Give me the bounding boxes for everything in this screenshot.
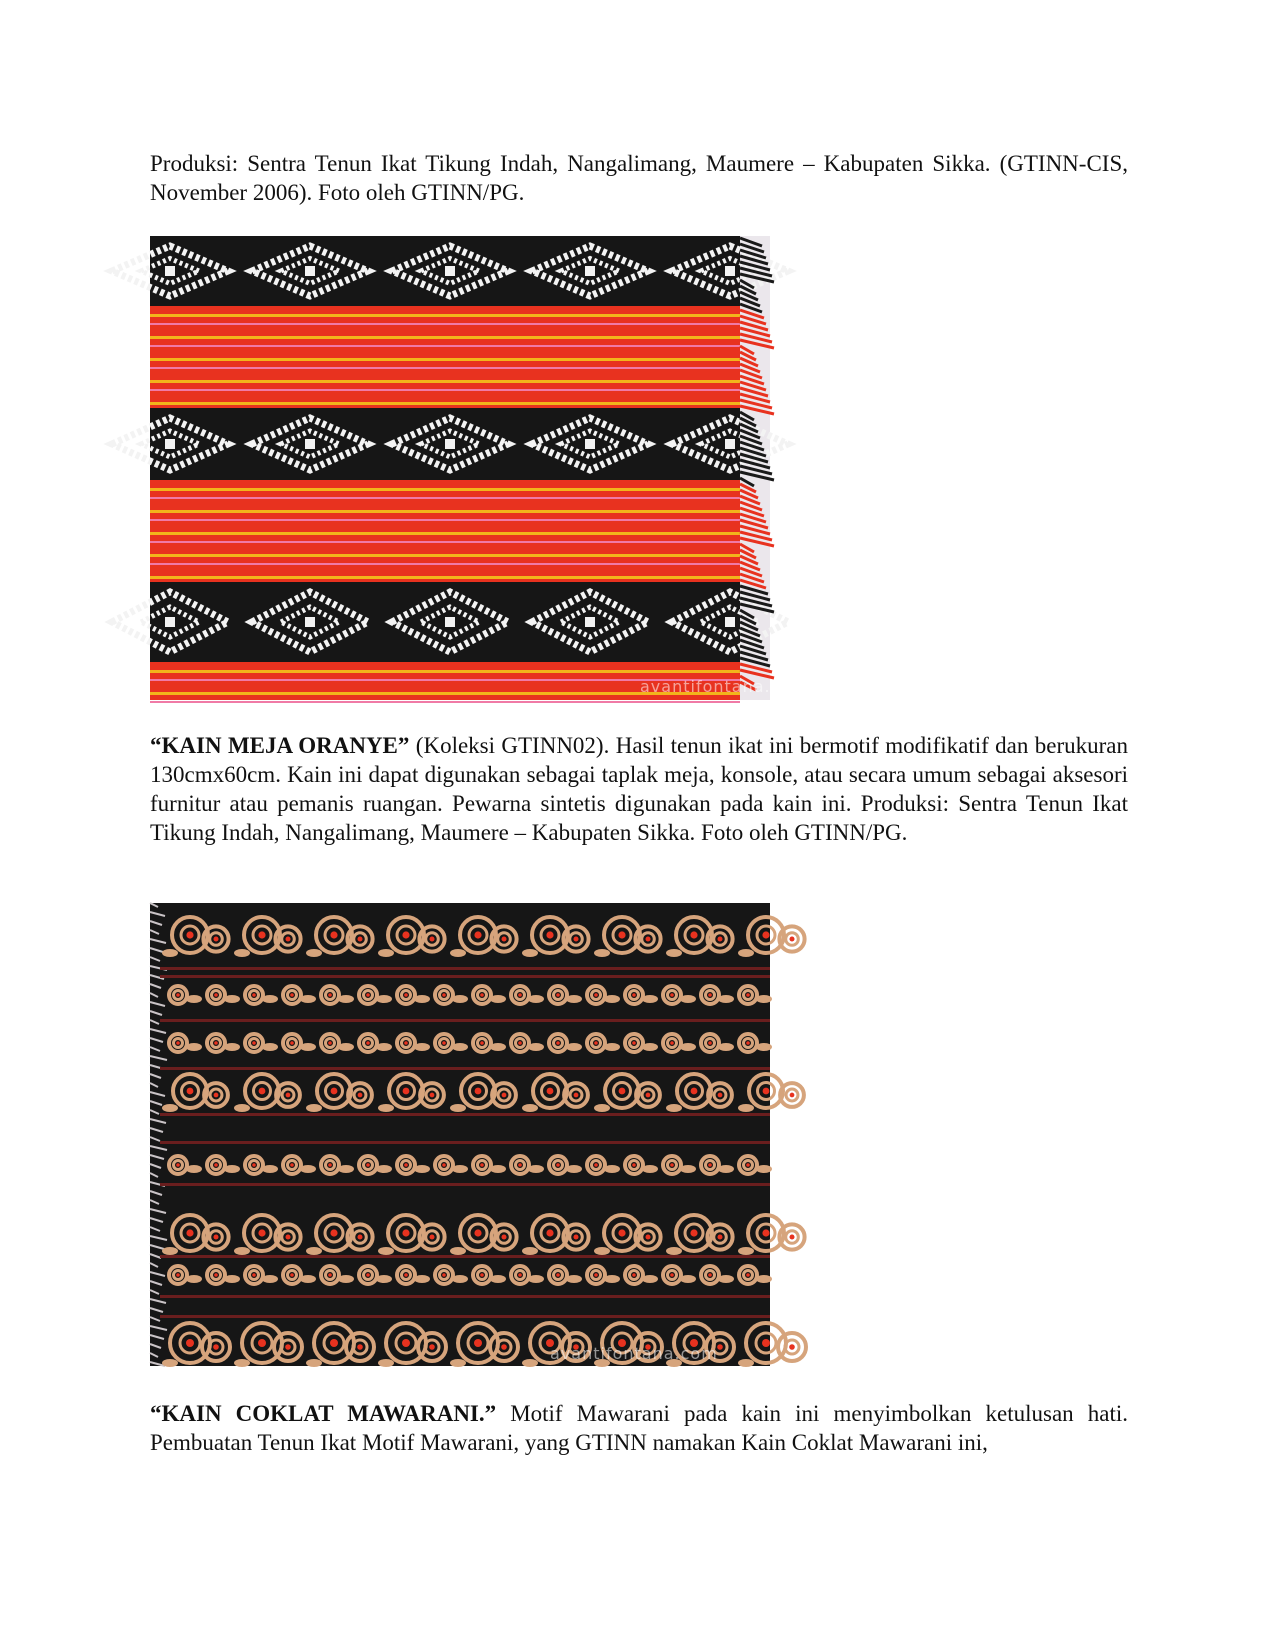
rose-center xyxy=(214,1163,218,1167)
rose-center xyxy=(214,993,218,997)
rose-center xyxy=(746,993,750,997)
diamond-center-dot xyxy=(305,439,315,449)
leaf-motif xyxy=(642,1043,658,1051)
watermark-text: avantifontana.com xyxy=(550,1344,718,1363)
rose-center xyxy=(556,1273,560,1277)
leaf-motif xyxy=(642,1165,658,1173)
leaf-motif xyxy=(566,1165,582,1173)
rose-center xyxy=(556,1041,560,1045)
leaf-motif xyxy=(718,1043,734,1051)
leaf-motif xyxy=(262,1043,278,1051)
leaf-motif xyxy=(594,1247,610,1255)
rose-center xyxy=(176,1163,180,1167)
rose-center xyxy=(573,936,578,941)
rose-center xyxy=(474,931,481,938)
rose-center xyxy=(708,1041,712,1045)
rose-center xyxy=(404,1273,408,1277)
rose-center xyxy=(402,1229,409,1236)
diamond-center-dot xyxy=(445,439,455,449)
diamond-center-dot xyxy=(725,266,735,276)
rose-center xyxy=(290,1163,294,1167)
rose-center xyxy=(404,993,408,997)
diamond-center-dot xyxy=(305,617,315,627)
rose-center xyxy=(442,1163,446,1167)
rose-center xyxy=(594,1163,598,1167)
rose-center xyxy=(357,1344,363,1350)
leaf-motif xyxy=(300,995,316,1003)
yellow-thread xyxy=(150,336,740,339)
leaf-motif xyxy=(680,1275,696,1283)
leaf-motif xyxy=(338,1043,354,1051)
rose-center xyxy=(403,1088,410,1095)
diamond-center-dot xyxy=(165,439,175,449)
leaf-motif xyxy=(522,1247,538,1255)
rose-center xyxy=(252,1041,256,1045)
diamond-center-dot xyxy=(445,617,455,627)
rose-center xyxy=(285,1234,290,1239)
rose-center xyxy=(670,993,674,997)
leaf-motif xyxy=(378,949,394,957)
leaf-motif xyxy=(528,1275,544,1283)
leaf-motif xyxy=(738,1247,754,1255)
leaf-motif xyxy=(306,1104,322,1112)
diamond-center-dot xyxy=(585,439,595,449)
photo-kain-meja-oranye xyxy=(150,236,808,700)
rose-center xyxy=(176,1041,180,1045)
leaf-motif xyxy=(666,949,682,957)
rose-center xyxy=(556,993,560,997)
rose-center xyxy=(501,1344,507,1350)
rose-center xyxy=(645,936,650,941)
pink-thread xyxy=(150,323,740,325)
leaf-motif xyxy=(306,1247,322,1255)
leaf-motif xyxy=(452,1165,468,1173)
rose-center xyxy=(789,1344,795,1350)
description-paragraph-2 xyxy=(150,731,1128,847)
title-kain-coklat-mawarani: “KAIN COKLAT MAWARANI.” xyxy=(150,1401,497,1426)
rose-center xyxy=(670,1041,674,1045)
rose-center xyxy=(646,1093,651,1098)
rose-center xyxy=(474,1229,481,1236)
rose-center xyxy=(746,1041,750,1045)
rose-center xyxy=(573,1234,578,1239)
leaf-motif xyxy=(338,1275,354,1283)
diamond-center-dot xyxy=(725,617,735,627)
diamond-center-dot xyxy=(165,617,175,627)
rose-center xyxy=(790,1093,795,1098)
maroon-line xyxy=(160,1141,770,1144)
leaf-motif xyxy=(378,1104,394,1112)
rose-center xyxy=(258,931,265,938)
leaf-motif xyxy=(680,1165,696,1173)
leaf-motif xyxy=(452,995,468,1003)
leaf-motif xyxy=(452,1043,468,1051)
rose-center xyxy=(594,1041,598,1045)
leaf-motif xyxy=(162,1247,178,1255)
leaf-motif xyxy=(414,1043,430,1051)
rose-center xyxy=(285,936,290,941)
description-paragraph-3 xyxy=(150,1399,1128,1457)
leaf-motif xyxy=(162,1104,178,1112)
rose-center xyxy=(645,1234,650,1239)
leaf-motif xyxy=(262,1275,278,1283)
rose-center xyxy=(213,936,218,941)
yellow-thread xyxy=(150,670,740,673)
rose-center xyxy=(258,1229,265,1236)
rose-center xyxy=(670,1273,674,1277)
maroon-line xyxy=(160,967,770,970)
rose-center xyxy=(330,1229,337,1236)
leaf-motif xyxy=(594,1104,610,1112)
rose-center xyxy=(501,1234,506,1239)
rose-center xyxy=(442,1273,446,1277)
rose-center xyxy=(762,1229,769,1236)
leaf-motif xyxy=(224,995,240,1003)
leaf-motif xyxy=(738,949,754,957)
rose-center xyxy=(474,1339,482,1347)
leaf-motif xyxy=(718,995,734,1003)
leaf-motif xyxy=(756,1165,772,1173)
leaf-motif xyxy=(338,995,354,1003)
leaf-motif xyxy=(528,1165,544,1173)
leaf-motif xyxy=(566,1275,582,1283)
leaf-motif xyxy=(414,1275,430,1283)
leaf-motif xyxy=(234,1104,250,1112)
leaf-motif xyxy=(186,1165,202,1173)
rose-center xyxy=(258,1339,266,1347)
leaf-motif xyxy=(300,1275,316,1283)
rose-center xyxy=(574,1093,579,1098)
yellow-thread xyxy=(150,576,740,579)
maroon-line xyxy=(160,1019,770,1022)
leaf-motif xyxy=(566,995,582,1003)
rose-center xyxy=(480,1273,484,1277)
pink-thread xyxy=(150,541,740,543)
rose-center xyxy=(186,1229,193,1236)
leaf-motif xyxy=(604,1275,620,1283)
leaf-motif xyxy=(378,1359,394,1367)
rose-center xyxy=(366,1273,370,1277)
leaf-motif xyxy=(718,1275,734,1283)
rose-center xyxy=(328,993,332,997)
rose-center xyxy=(502,1093,507,1098)
pink-thread xyxy=(150,563,740,565)
leaf-motif xyxy=(450,1359,466,1367)
leaf-motif xyxy=(378,1247,394,1255)
leaf-motif xyxy=(490,995,506,1003)
leaf-motif xyxy=(528,1043,544,1051)
rose-center xyxy=(290,1041,294,1045)
leaf-motif xyxy=(162,1359,178,1367)
leaf-motif xyxy=(718,1165,734,1173)
leaf-motif xyxy=(666,1247,682,1255)
leaf-motif xyxy=(376,1165,392,1173)
maroon-line xyxy=(160,1295,770,1298)
leaf-motif xyxy=(186,995,202,1003)
rose-center xyxy=(746,1273,750,1277)
leaf-motif xyxy=(224,1043,240,1051)
red-stripe-band xyxy=(150,480,740,582)
rose-center xyxy=(518,1041,522,1045)
red-stripe-band xyxy=(150,306,740,408)
yellow-thread xyxy=(150,532,740,535)
rose-center xyxy=(252,1163,256,1167)
rose-center xyxy=(547,1088,554,1095)
rose-center xyxy=(442,1041,446,1045)
leaf-motif xyxy=(376,995,392,1003)
pink-thread xyxy=(150,519,740,521)
maroon-line xyxy=(160,1183,770,1186)
rose-center xyxy=(430,1093,435,1098)
leaf-motif xyxy=(306,949,322,957)
rose-center xyxy=(717,1234,722,1239)
rose-center xyxy=(176,1273,180,1277)
watermark-text: avantifontana.com xyxy=(640,677,808,696)
leaf-motif xyxy=(604,1165,620,1173)
leaf-motif xyxy=(300,1165,316,1173)
rose-center xyxy=(746,1163,750,1167)
rose-center xyxy=(213,1344,219,1350)
leaf-motif xyxy=(262,1165,278,1173)
rose-center xyxy=(594,993,598,997)
leaf-motif xyxy=(490,1043,506,1051)
rose-center xyxy=(632,993,636,997)
rose-center xyxy=(259,1088,266,1095)
ikat-rose-textile-image xyxy=(150,903,770,1366)
rose-center xyxy=(330,1339,338,1347)
rose-center xyxy=(718,1093,723,1098)
rose-center xyxy=(358,1093,363,1098)
rose-center xyxy=(187,1088,194,1095)
pink-thread xyxy=(150,701,740,703)
leaf-motif xyxy=(224,1165,240,1173)
maroon-line xyxy=(160,1255,770,1258)
description-text-3: Motif Mawarani pada kain ini menyimbolkan ketulusan hati. Pembuatan Tenun Ikat Motif Mawarani, yang GTINN namakan Kain Coklat Mawarani ini, xyxy=(150,1401,1128,1455)
diamond-center-dot xyxy=(585,266,595,276)
rose-center xyxy=(546,1229,553,1236)
description-text-2: (Koleksi GTINN02). Hasil tenun ikat ini bermotif modifikatif dan berukuran 130cmx60cm. Kain ini dapat digunakan sebagai taplak meja, konsole, atau secara umum sebagai aksesori furnitur atau pemanis ruangan. Pewarna sintetis digunakan pada kain ini. Produksi: Sentra Tenun Ikat Tikung Indah, Nangalimang, Maumere – Kabupaten Sikka. Foto oleh GTINN/PG. xyxy=(150,733,1128,845)
rose-center xyxy=(480,993,484,997)
pink-thread xyxy=(150,389,740,391)
rose-center xyxy=(518,1273,522,1277)
pink-thread xyxy=(150,367,740,369)
rose-center xyxy=(690,931,697,938)
rose-center xyxy=(475,1088,482,1095)
leaf-motif xyxy=(338,1165,354,1173)
leaf-motif xyxy=(376,1043,392,1051)
leaf-motif xyxy=(300,1043,316,1051)
rose-center xyxy=(404,1041,408,1045)
rose-center xyxy=(328,1163,332,1167)
leaf-motif xyxy=(262,995,278,1003)
caption-text-1: Produksi: Sentra Tenun Ikat Tikung Indah, Nangalimang, Maumere – Kabupaten Sikka. (GTINN-CIS, November 2006). Foto oleh GTINN/PG. xyxy=(150,151,1128,205)
leaf-motif xyxy=(162,949,178,957)
pink-thread xyxy=(150,497,740,499)
rose-center xyxy=(708,993,712,997)
maroon-line xyxy=(160,1113,770,1116)
rose-center xyxy=(480,1163,484,1167)
leaf-motif xyxy=(452,1275,468,1283)
leaf-motif xyxy=(756,995,772,1003)
rose-center xyxy=(717,1344,723,1350)
rose-center xyxy=(518,1163,522,1167)
rose-center xyxy=(717,936,722,941)
rose-center xyxy=(789,1234,794,1239)
diamond-center-dot xyxy=(725,439,735,449)
yellow-thread xyxy=(150,488,740,491)
leaf-motif xyxy=(224,1275,240,1283)
leaf-motif xyxy=(186,1043,202,1051)
rose-center xyxy=(594,1273,598,1277)
leaf-motif xyxy=(450,1104,466,1112)
leaf-motif xyxy=(490,1275,506,1283)
leaf-motif xyxy=(234,1359,250,1367)
rose-center xyxy=(618,931,625,938)
leaf-motif xyxy=(594,949,610,957)
rose-center xyxy=(186,1339,194,1347)
rose-center xyxy=(214,1041,218,1045)
rose-center xyxy=(290,1273,294,1277)
rose-center xyxy=(214,1093,219,1098)
rose-center xyxy=(632,1163,636,1167)
rose-center xyxy=(186,931,193,938)
leaf-motif xyxy=(604,995,620,1003)
leaf-motif xyxy=(528,995,544,1003)
leaf-motif xyxy=(414,995,430,1003)
rose-center xyxy=(366,1163,370,1167)
rose-center xyxy=(213,1234,218,1239)
rose-center xyxy=(690,1229,697,1236)
ikat-red-textile-image xyxy=(150,236,808,700)
rose-center xyxy=(691,1088,698,1095)
maroon-line xyxy=(160,975,770,978)
yellow-thread xyxy=(150,380,740,383)
rose-center xyxy=(357,936,362,941)
diamond-center-dot xyxy=(165,266,175,276)
leaf-motif xyxy=(306,1359,322,1367)
yellow-thread xyxy=(150,554,740,557)
leaf-motif xyxy=(522,1104,538,1112)
rose-center xyxy=(176,993,180,997)
leaf-motif xyxy=(522,949,538,957)
rose-center xyxy=(252,1273,256,1277)
rose-center xyxy=(442,993,446,997)
rose-center xyxy=(330,931,337,938)
rose-center xyxy=(290,993,294,997)
leaf-motif xyxy=(186,1275,202,1283)
rose-center xyxy=(480,1041,484,1045)
maroon-line xyxy=(160,1067,770,1070)
leaf-motif xyxy=(604,1043,620,1051)
title-kain-meja-oranye: “KAIN MEJA ORANYE” xyxy=(150,733,410,758)
rose-center xyxy=(214,1273,218,1277)
yellow-thread xyxy=(150,314,740,317)
diamond-center-dot xyxy=(445,266,455,276)
rose-center xyxy=(762,1339,770,1347)
rose-center xyxy=(429,1344,435,1350)
rose-center xyxy=(366,993,370,997)
rose-center xyxy=(670,1163,674,1167)
photo-kain-coklat-mawarani xyxy=(150,903,770,1366)
pink-thread xyxy=(150,345,740,347)
rose-center xyxy=(556,1163,560,1167)
rose-center xyxy=(546,931,553,938)
rose-center xyxy=(501,936,506,941)
leaf-motif xyxy=(642,995,658,1003)
rose-center xyxy=(632,1273,636,1277)
yellow-thread xyxy=(150,358,740,361)
leaf-motif xyxy=(522,1359,538,1367)
leaf-motif xyxy=(680,1043,696,1051)
rose-center xyxy=(404,1163,408,1167)
rose-center xyxy=(331,1088,338,1095)
leaf-motif xyxy=(234,949,250,957)
rose-center xyxy=(619,1088,626,1095)
rose-center xyxy=(429,1234,434,1239)
yellow-thread xyxy=(150,402,740,405)
rose-center xyxy=(357,1234,362,1239)
rose-center xyxy=(286,1093,291,1098)
yellow-thread xyxy=(150,510,740,513)
rose-center xyxy=(518,993,522,997)
rose-center xyxy=(789,936,794,941)
leaf-motif xyxy=(566,1043,582,1051)
caption-paragraph-1 xyxy=(150,149,1128,207)
rose-center xyxy=(285,1344,291,1350)
maroon-line xyxy=(160,1315,770,1318)
rose-center xyxy=(402,1339,410,1347)
rose-center xyxy=(402,931,409,938)
rose-center xyxy=(328,1273,332,1277)
leaf-motif xyxy=(666,1104,682,1112)
leaf-motif xyxy=(414,1165,430,1173)
rose-center xyxy=(763,1088,770,1095)
rose-center xyxy=(762,931,769,938)
leaf-motif xyxy=(738,1359,754,1367)
rose-center xyxy=(366,1041,370,1045)
rose-center xyxy=(618,1229,625,1236)
leaf-motif xyxy=(450,1247,466,1255)
rose-center xyxy=(328,1041,332,1045)
rose-center xyxy=(708,1273,712,1277)
leaf-motif xyxy=(450,949,466,957)
leaf-motif xyxy=(756,1275,772,1283)
rose-center xyxy=(252,993,256,997)
diamond-center-dot xyxy=(585,617,595,627)
rose-center xyxy=(708,1163,712,1167)
leaf-motif xyxy=(234,1247,250,1255)
leaf-motif xyxy=(376,1275,392,1283)
diamond-center-dot xyxy=(305,266,315,276)
leaf-motif xyxy=(738,1104,754,1112)
leaf-motif xyxy=(490,1165,506,1173)
leaf-motif xyxy=(642,1275,658,1283)
leaf-motif xyxy=(680,995,696,1003)
leaf-motif xyxy=(756,1043,772,1051)
rose-center xyxy=(632,1041,636,1045)
rose-center xyxy=(429,936,434,941)
